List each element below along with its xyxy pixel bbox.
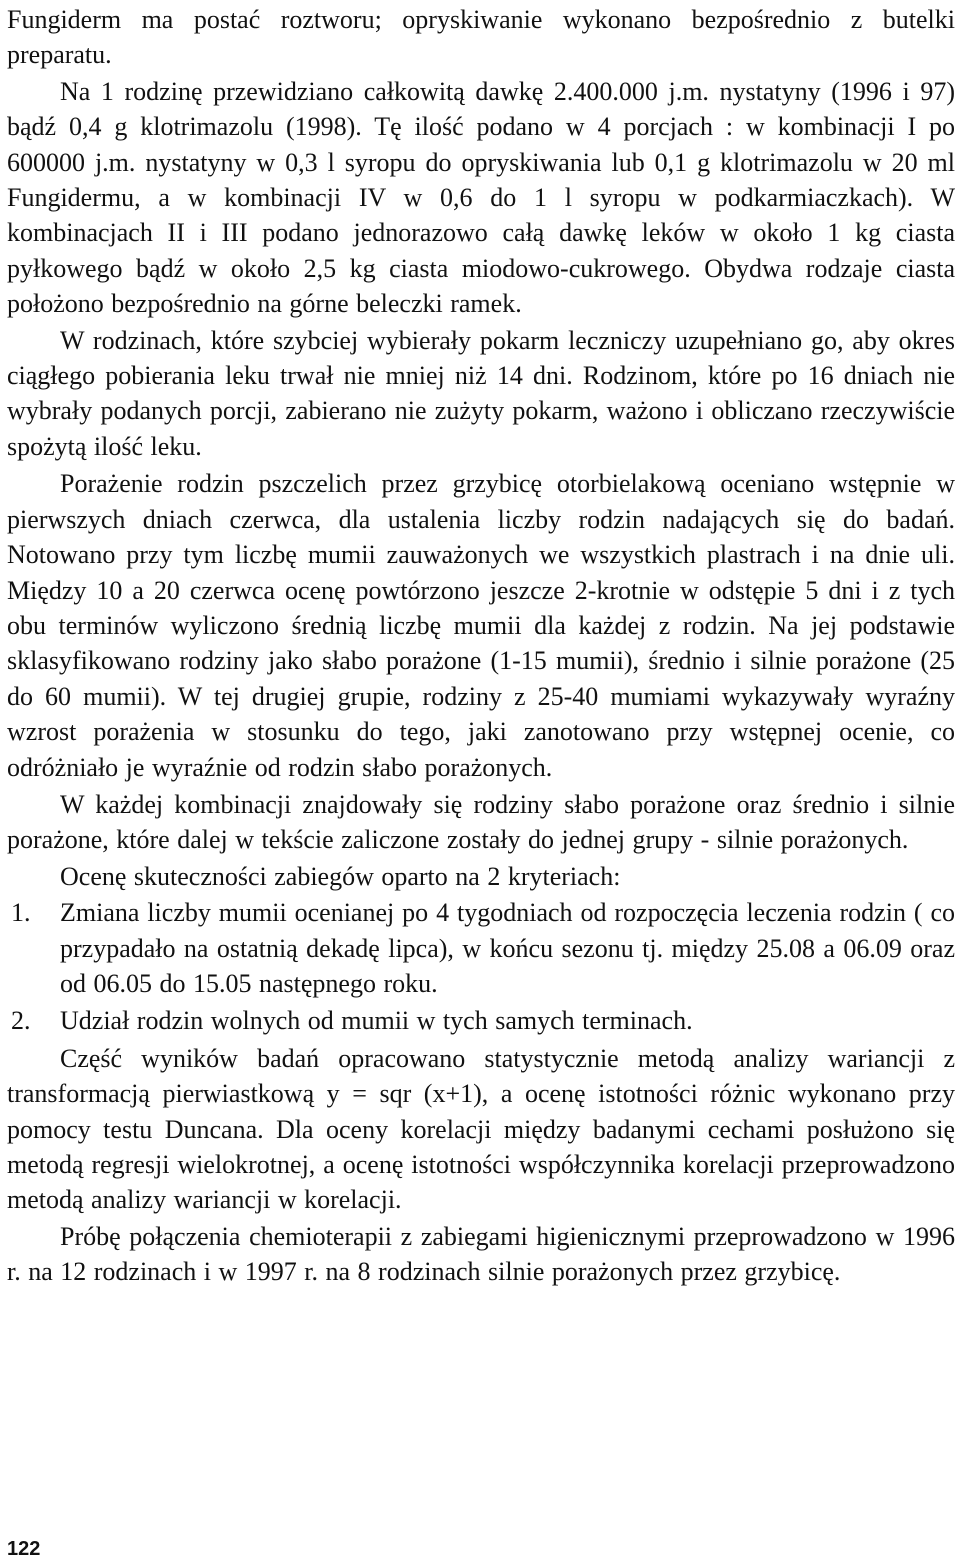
paragraph-feeding: W rodzinach, które szybciej wybierały pokarm leczniczy uzupełniano go, aby okres ciągłego pobierania leku trwał nie mniej niż 14 dni. Rodzinom, które po 16 dniach nie wybrały podanych porcji, zabierano nie zużyty pokarm, ważono i obliczano rzeczywiście spożytą ilość leku. [7,325,955,461]
list-item-text: Zmiana liczby mumii ocenianej po 4 tygodniach od rozpoczęcia leczenia rodzin ( co przypadało na ostatnią dekadę lipca), w końcu sezonu tj. między 25.08 a 06.09 oraz od 06.05 do 15.05 następnego roku. [60,898,955,998]
document-page [7,0,955,1290]
criteria-list [7,895,955,1039]
paragraph-fungiderm-form: Fungiderm ma postać roztworu; opryskiwanie wykonano bezpośrednio z butelki preparatu. [7,5,955,70]
page-number: 122 [7,1538,41,1560]
list-item-number: 1. [11,898,31,928]
list-item-number: 2. [11,1006,31,1036]
paragraph-chemotherapy-trial: Próbę połączenia chemioterapii z zabiegami higienicznymi przeprowadzono w 1996 r. na 12 rodzinach i w 1997 r. na 8 rodzinach silnie porażonych przez grzybicę. [7,1221,955,1287]
criteria-list-item [7,895,955,1001]
list-item-text: Udział rodzin wolnych od mumii w tych samych terminach. [60,1006,693,1036]
paragraph-grouping: W każdej kombinacji znajdowały się rodziny słabo porażone oraz średnio i silnie porażone, które dalej w tekście zaliczone zostały do jednej grupy - silnie porażonych. [7,789,955,855]
paragraph-dosage: Na 1 rodzinę przewidziano całkowitą dawkę 2.400.000 j.m. nystatyny (1996 i 97) bądź 0,4 g klotrimazolu (1998). Tę ilość podano w 4 porcjach : w kombinacji I po 600000 j.m. nystatyny w 0,3 l syropu do opryskiwania lub 0,1 g klotrimazolu w 20 ml Fungidermu, a w kombinacji IV w 0,6 do 1 l syropu w podkarmiaczkach). W kombinacjach II i III podano jednorazowo całą dawkę leków w około 1 kg ciasta pyłkowego bądź w około 2,5 kg ciasta miodowo-cukrowego. Obydwa rodzaje ciasta położono bezpośrednio na górne beleczki ramek. [7,76,955,319]
paragraph-statistics: Część wyników badań opracowano statystycznie metodą analizy wariancji z transformacją pierwiastkową y = sqr (x+1), a ocenę istotności różnic wykonano przy pomocy testu Duncana. Dla oceny korelacji między badanymi cechami posłużono się metodą regresji wielokrotnej, a ocenę istotności współczynnika korelacji przeprowadzono metodą analizy wariancji w korelacji. [7,1043,955,1215]
criteria-list-item [7,1003,955,1038]
paragraph-infection-assessment: Porażenie rodzin pszczelich przez grzybicę otorbielakową oceniano wstępnie w pierwszych dniach czerwca, dla ustalenia liczby rodzin nadających się do badań. Notowano przy tym liczbę mumii zauważonych we wszystkich plastrach i na dnie uli. Między 10 a 20 czerwca ocenę powtórzono jeszcze 2-krotnie w odstępie 5 dni i z tych obu terminów wyliczono średnią liczbę mumii dla każdej z rodzin. Na jej podstawie sklasyfikowano rodziny jako słabo porażone (1-15 mumii), średnio i silnie porażone (25 do 60 mumii). W tej drugiej grupie, rodziny z 25-40 mumiami wykazywały wyraźny wzrost porażenia w stosunku do tego, jaki zanotowano przy wstępnej ocenie, co odróżniało je wyraźnie od rodzin słabo porażonych. [7,469,955,782]
paragraph-criteria-intro: Ocenę skuteczności zabiegów oparto na 2 kryteriach: [60,861,621,891]
